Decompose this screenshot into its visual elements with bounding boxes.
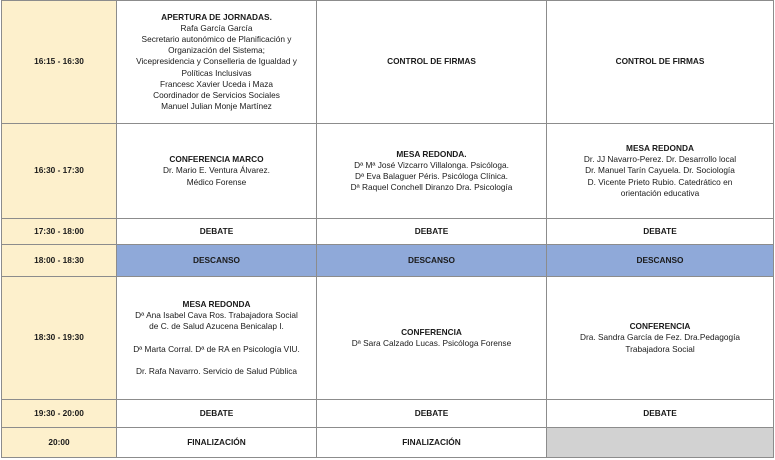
session-title: CONFERENCIA: [401, 326, 462, 337]
session-cell: DEBATE: [317, 219, 547, 245]
session-line: Dra. Sandra García de Fez. Dra.Pedagogía: [579, 332, 741, 343]
session-cell: [117, 124, 317, 219]
session-cell: [547, 277, 774, 400]
session-line: Dr. JJ Navarro-Perez. Dr. Desarrollo local: [583, 154, 737, 165]
session-line: D. Vicente Prieto Rubio. Catedrático en: [587, 176, 733, 187]
session-title: CONFERENCIA MARCO: [169, 154, 264, 165]
session-line: Dª Mª José Vizcarro Villalonga. Psicóloga.: [354, 159, 509, 170]
session-cell: DEBATE: [117, 400, 317, 428]
session-line: Dr. Rafa Navarro. Servicio de Salud Pública: [136, 365, 297, 376]
session-line: Rafa García García: [180, 22, 253, 33]
session-title: MESA REDONDA: [182, 298, 251, 309]
session-line: Dr. Manuel Tarín Cayuela. Dr. Sociología: [585, 165, 735, 176]
schedule-row: [2, 428, 774, 458]
time-cell: 16:30 - 17:30: [2, 124, 117, 219]
session-cell: [547, 1, 774, 124]
schedule-row: [2, 277, 774, 400]
session-cell: [317, 1, 547, 124]
time-cell: 17:30 - 18:00: [2, 219, 117, 245]
time-cell: 20:00: [2, 428, 117, 458]
schedule-row: [2, 124, 774, 219]
session-line: Trabajadora Social: [625, 343, 695, 354]
session-cell: DEBATE: [547, 219, 774, 245]
session-line: Dª Raquel Conchell Diranzo Dra. Psicología: [350, 182, 513, 193]
session-cell: [317, 277, 547, 400]
session-cell: DEBATE: [317, 400, 547, 428]
schedule-table: [1, 0, 774, 458]
session-line: Francesc Xavier Uceda i Maza: [160, 78, 273, 89]
session-line: Dª Eva Balaguer Péris. Psicóloga Clínica.: [355, 171, 508, 181]
time-cell: 16:15 - 16:30: [2, 1, 117, 124]
schedule-row: [2, 400, 774, 428]
session-line: Dª Sara Calzado Lucas. Psicóloga Forense: [351, 338, 512, 348]
spacer: [120, 333, 313, 344]
session-line: Dª Marta Corral. Dª de RA en Psicología VIU.: [133, 343, 300, 354]
time-cell: 18:00 - 18:30: [2, 245, 117, 277]
session-title: CONTROL DE FIRMAS: [387, 56, 476, 67]
time-cell: 18:30 - 19:30: [2, 277, 117, 400]
session-line: Organización del Sistema;: [168, 45, 265, 56]
session-title: MESA REDONDA: [626, 142, 694, 153]
session-title: CONTROL DE FIRMAS: [615, 56, 705, 67]
session-line: de C. de Salud Azucena Benicalap I.: [149, 321, 284, 332]
spacer: [120, 355, 313, 366]
session-line: Políticas Inclusivas: [181, 67, 252, 78]
session-line: orientación educativa: [620, 187, 700, 198]
session-line: Coordinador de Servicios Sociales: [153, 90, 280, 100]
session-cell: FINALIZACIÓN: [317, 428, 547, 458]
schedule-row: [2, 219, 774, 245]
time-cell: 19:30 - 20:00: [2, 400, 117, 428]
session-title: MESA REDONDA.: [396, 148, 467, 159]
session-cell: [117, 1, 317, 124]
schedule-row: [2, 245, 774, 277]
session-line: Dr. Mario E. Ventura Álvarez.: [163, 165, 270, 176]
session-title: CONFERENCIA: [629, 321, 691, 332]
empty-cell: [547, 428, 774, 458]
session-line: Manuel Julian Monje Martínez: [161, 101, 272, 112]
session-line: Médico Forense: [186, 176, 247, 187]
break-cell: DESCANSO: [317, 245, 547, 277]
session-cell: DEBATE: [547, 400, 774, 428]
session-title: APERTURA DE JORNADAS.: [161, 11, 272, 22]
schedule-row: [2, 1, 774, 124]
session-line: Vicepresidencia y Conselleria de Igualdad y: [136, 56, 297, 67]
session-cell: [317, 124, 547, 219]
session-cell: [117, 277, 317, 400]
break-cell: DESCANSO: [547, 245, 774, 277]
session-cell: DEBATE: [117, 219, 317, 245]
session-cell: [547, 124, 774, 219]
break-cell: DESCANSO: [117, 245, 317, 277]
session-line: Secretario autonómico de Planificación y: [141, 33, 292, 44]
session-line: Dª Ana Isabel Cava Ros. Trabajadora Social: [135, 310, 298, 321]
session-cell: FINALIZACIÓN: [117, 428, 317, 458]
